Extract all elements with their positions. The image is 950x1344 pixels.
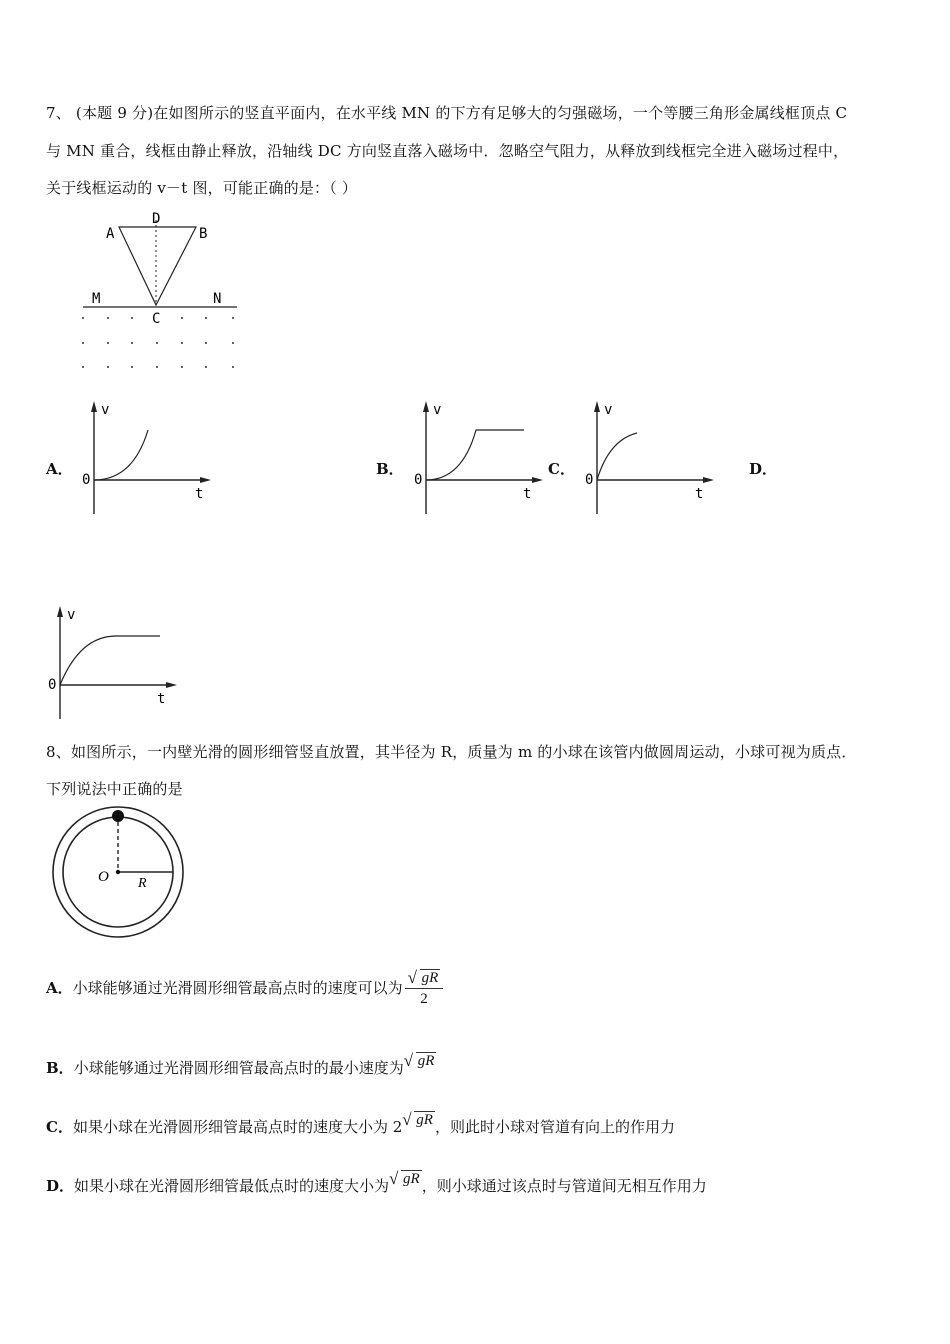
label-n: N <box>213 291 222 307</box>
label-r: R <box>138 876 147 891</box>
q7-graph-b <box>410 398 545 518</box>
q8-option-a-fraction: √ gR 2 <box>405 970 444 1008</box>
label-a: A <box>106 226 115 242</box>
q8-line-2: 下列说法中正确的是 <box>46 780 183 798</box>
q7-option-d[interactable]: D． <box>749 460 778 478</box>
label-b: B <box>199 226 208 242</box>
curve-b <box>426 430 524 480</box>
q7-line-3: 关于线框运动的 v－t 图，可能正确的是：（ ） <box>46 179 358 197</box>
curve-a <box>94 430 148 480</box>
q8-option-d-after: ，则小球通过该点时与管道间无相互作用力 <box>421 1177 707 1195</box>
label-d: D <box>152 211 161 227</box>
q8-tube-figure <box>42 805 187 945</box>
label-o: O <box>98 869 109 885</box>
q8-option-d-rad: gR <box>403 1171 420 1187</box>
graph-a-t: t <box>195 486 204 502</box>
q8-option-c[interactable]: C．如果小球在光滑圆形细管最高点时的速度大小为 2 √ gR ，则此时小球对管道有向上的作用力 <box>46 1110 675 1136</box>
graph-c-v: v <box>604 402 613 418</box>
graph-a-v: v <box>101 402 110 418</box>
graph-d-origin: 0 <box>48 677 57 693</box>
q8-option-b-text: 小球能够通过光滑圆形细管最高点时的最小速度为 <box>73 1059 404 1077</box>
q8-line-1: 8、如图所示，一内壁光滑的圆形细管竖直放置，其半径为 R，质量为 m 的小球在该管内做圆周运动，小球可视为质点． <box>46 743 857 761</box>
graph-b-t: t <box>523 486 532 502</box>
graph-d-t: t <box>157 691 166 707</box>
ball <box>112 810 124 822</box>
q7-graph-a <box>78 398 213 518</box>
q7-option-a[interactable]: A． <box>46 460 73 478</box>
q8-option-b-rad: gR <box>417 1053 435 1069</box>
q8-option-c-rad: gR <box>416 1112 433 1128</box>
q7-line-1: 7、 (本题 9 分)在如图所示的竖直平面内，在水平线 MN 的下方有足够大的匀强磁场，一个等腰三角形金属线框顶点 C <box>46 104 848 122</box>
graph-d-v: v <box>67 607 76 623</box>
q8-option-d[interactable]: D．如果小球在光滑圆形细管最低点时的速度大小为 √ gR ，则小球通过该点时与管道间无相互作用力 <box>46 1169 707 1195</box>
q8-option-a-key: A． <box>46 979 73 997</box>
q8-option-c-after: ，则此时小球对管道有向上的作用力 <box>434 1118 675 1136</box>
curve-c <box>597 433 637 480</box>
q8-option-a-text: 小球能够通过光滑圆形细管最高点时的速度可以为 <box>72 979 403 997</box>
q7-frame-figure <box>75 205 250 375</box>
label-m: M <box>92 291 101 307</box>
q8-option-a[interactable] <box>46 970 443 1008</box>
triangle-frame <box>119 227 196 305</box>
q8-option-b[interactable]: B．小球能够通过光滑圆形细管最高点时的最小速度为 √ gR <box>46 1051 435 1077</box>
q8-option-c-key: C． <box>46 1118 73 1136</box>
label-c: C <box>152 311 161 327</box>
q7-option-c[interactable]: C． <box>548 460 575 478</box>
graph-c-t: t <box>695 486 704 502</box>
q8-option-c-text: 如果小球在光滑圆形细管最高点时的速度大小为 2 <box>72 1118 403 1136</box>
q7-graph-c <box>581 398 716 518</box>
q7-line-2: 与 MN 重合，线框由静止释放，沿轴线 DC 方向竖直落入磁场中．忽略空气阻力，从释放到线框完全进入磁场过程中， <box>46 142 849 160</box>
center-point <box>116 870 120 874</box>
q8-option-d-key: D． <box>46 1177 75 1195</box>
graph-a-origin: 0 <box>82 472 91 488</box>
graph-c-origin: 0 <box>585 472 594 488</box>
graph-b-v: v <box>433 402 442 418</box>
graph-b-origin: 0 <box>414 472 423 488</box>
q8-option-a-num: gR <box>421 970 439 986</box>
q8-option-d-text: 如果小球在光滑圆形细管最低点时的速度大小为 <box>74 1177 390 1195</box>
q7-graph-d <box>44 603 179 723</box>
q8-option-b-key: B． <box>46 1059 74 1077</box>
curve-d <box>60 636 160 685</box>
q7-option-b[interactable]: B． <box>376 460 404 478</box>
q8-option-a-den: 2 <box>420 991 428 1007</box>
